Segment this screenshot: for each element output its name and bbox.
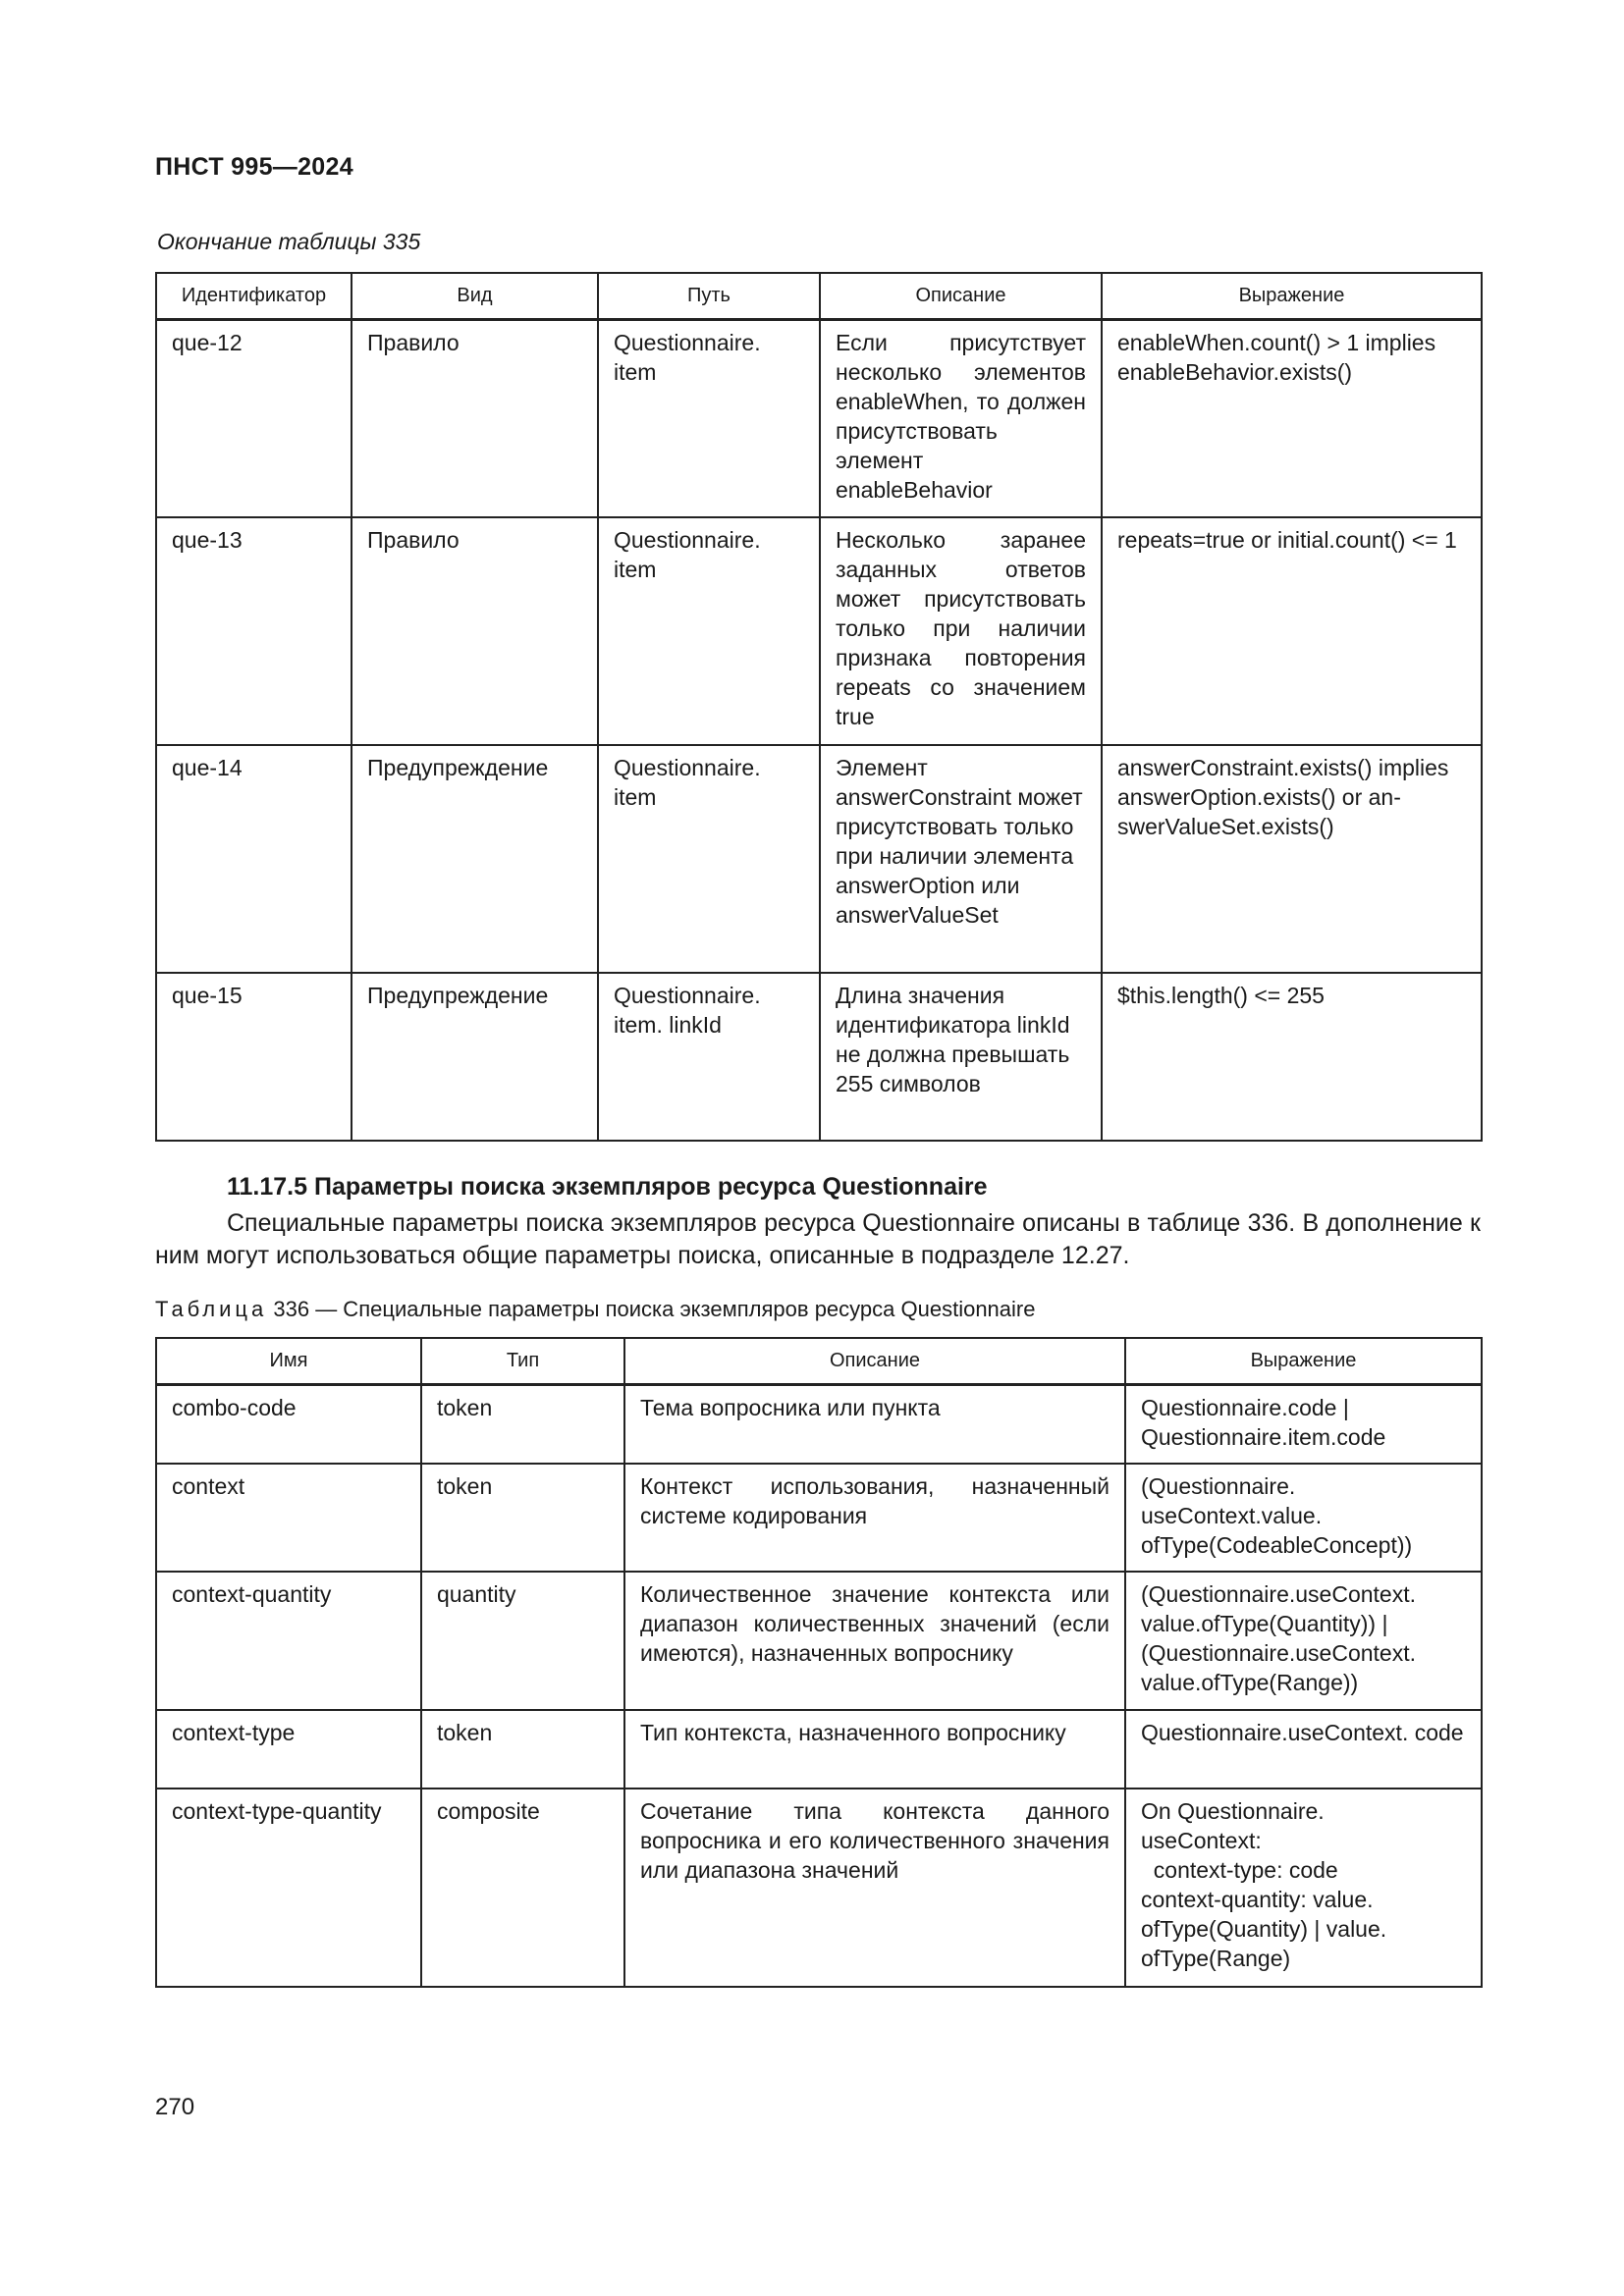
cell-expression: (Questionnaire.useContext. value.ofType(Quantity)) | (Questionnaire.useContext. value.ofType(Range)): [1125, 1572, 1482, 1710]
section-heading: 11.17.5 Параметры поиска экземпляров ресурса Questionnaire: [227, 1173, 988, 1201]
column-header-path: Путь: [598, 273, 820, 320]
table-row: [156, 1572, 1482, 1710]
section-paragraph: Специальные параметры поиска экземпляров ресурса Questionnaire описаны в таблице 336. В дополнение к ним могут использоваться общие параметры поиска, описанные в подразделе 12.27.: [155, 1209, 1481, 1269]
table-335: [155, 272, 1483, 1142]
table-row: [156, 1385, 1482, 1464]
cell-description: Контекст использования, назначенный системе кодирования: [624, 1464, 1125, 1572]
table-row: [156, 973, 1482, 1141]
cell-path: Questionnaire. item. linkId: [598, 973, 820, 1141]
cell-name: combo-code: [156, 1385, 421, 1464]
table-336: [155, 1337, 1483, 1988]
cell-expression: On Questionnaire. useContext: context-type: code context-quantity: value. ofType(Quantity) | value. ofType(Range): [1125, 1789, 1482, 1987]
column-header-kind: Вид: [352, 273, 598, 320]
cell-kind: Правило: [352, 320, 598, 517]
table-row: [156, 1710, 1482, 1789]
cell-kind: Предупреждение: [352, 745, 598, 973]
cell-description: Элемент answerConstraint может присутствовать только при наличии элемента answerOption или answerValueSet: [820, 745, 1102, 973]
cell-description: Если присутствует несколько элементов enableWhen, то должен присутствовать элемент enableBehavior: [820, 320, 1102, 517]
cell-identifier: que-14: [156, 745, 352, 973]
table-row: [156, 517, 1482, 745]
cell-description: Количественное значение контекста или диапазон количественных значений (если имеются), назначенных вопроснику: [624, 1572, 1125, 1710]
column-header-name: Имя: [156, 1338, 421, 1385]
cell-type: token: [421, 1464, 624, 1572]
table-335-continuation-caption: Окончание таблицы 335: [157, 229, 421, 254]
cell-name: context-quantity: [156, 1572, 421, 1710]
table-row: [156, 745, 1482, 973]
cell-identifier: que-13: [156, 517, 352, 745]
cell-identifier: que-15: [156, 973, 352, 1141]
column-header-identifier: Идентификатор: [156, 273, 352, 320]
table-336-caption: [155, 1297, 1035, 1322]
column-header-expression: Выражение: [1102, 273, 1482, 320]
cell-expression: repeats=true or initial.count() <= 1: [1102, 517, 1482, 745]
cell-description: Тип контекста, назначенного вопроснику: [624, 1710, 1125, 1789]
table-row: [156, 1464, 1482, 1572]
table-caption-text: 336 — Специальные параметры поиска экземпляров ресурса Questionnaire: [267, 1297, 1036, 1321]
table-header-row: [156, 273, 1482, 320]
cell-expression: enableWhen.count() > 1 implies enableBehavior.exists(): [1102, 320, 1482, 517]
document-title: ПНСТ 995—2024: [155, 153, 353, 181]
cell-expression: (Questionnaire. useContext.value. ofType(CodeableConcept)): [1125, 1464, 1482, 1572]
cell-type: composite: [421, 1789, 624, 1987]
cell-expression: Questionnaire.useContext. code: [1125, 1710, 1482, 1789]
table-header-row: [156, 1338, 1482, 1385]
cell-type: token: [421, 1710, 624, 1789]
cell-expression: $this.length() <= 255: [1102, 973, 1482, 1141]
cell-path: Questionnaire. item: [598, 320, 820, 517]
cell-name: context-type-quantity: [156, 1789, 421, 1987]
cell-path: Questionnaire. item: [598, 745, 820, 973]
cell-expression: answerConstraint.exists() implies answerOption.exists() or an-swerValueSet.exists(): [1102, 745, 1482, 973]
column-header-type: Тип: [421, 1338, 624, 1385]
cell-kind: Предупреждение: [352, 973, 598, 1141]
cell-path: Questionnaire. item: [598, 517, 820, 745]
table-caption-label: Таблица: [155, 1297, 268, 1321]
cell-description: Сочетание типа контекста данного вопросника и его количественного значения или диапазона значений: [624, 1789, 1125, 1987]
column-header-description: Описание: [624, 1338, 1125, 1385]
page-number: 270: [155, 2094, 195, 2120]
cell-identifier: que-12: [156, 320, 352, 517]
cell-type: quantity: [421, 1572, 624, 1710]
cell-expression: Questionnaire.code | Questionnaire.item.code: [1125, 1385, 1482, 1464]
cell-description: Несколько заранее заданных ответов может присутствовать только при наличии признака повторения repeats со значением true: [820, 517, 1102, 745]
column-header-description: Описание: [820, 273, 1102, 320]
cell-description: Тема вопросника или пункта: [624, 1385, 1125, 1464]
cell-name: context-type: [156, 1710, 421, 1789]
table-row: [156, 320, 1482, 517]
table-row: [156, 1789, 1482, 1987]
cell-type: token: [421, 1385, 624, 1464]
cell-description: Длина значения идентификатора linkId не должна превышать 255 символов: [820, 973, 1102, 1141]
column-header-expression: Выражение: [1125, 1338, 1482, 1385]
cell-name: context: [156, 1464, 421, 1572]
cell-kind: Правило: [352, 517, 598, 745]
